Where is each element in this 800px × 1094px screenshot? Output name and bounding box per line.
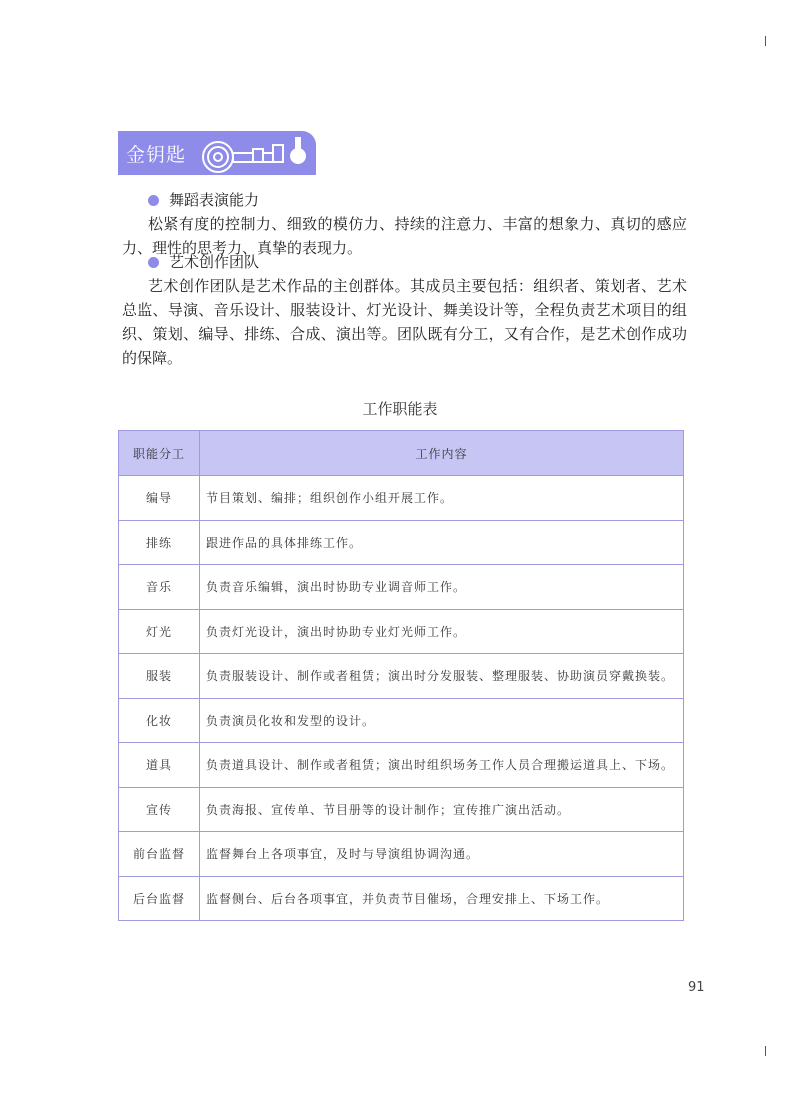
content-cell: 负责灯光设计，演出时协助专业灯光师工作。 [200,609,684,654]
duty-table [118,430,684,921]
role-cell: 前台监督 [119,832,200,877]
content-cell: 监督舞台上各项事宜，及时与导演组协调沟通。 [200,832,684,877]
header-content: 工作内容 [200,431,684,476]
section-body: 艺术创作团队是艺术作品的主创群体。其成员主要包括：组织者、策划者、艺术总监、导演、音乐设计、服装设计、灯光设计、舞美设计等，全程负责艺术项目的组织、策划、编导、排练、合成、演出等。团队既有分工，又有合作，是艺术创作成功的保障。 [122,277,687,367]
role-cell: 宣传 [119,787,200,832]
table-header-row [119,431,684,476]
content-cell: 负责服装设计、制作或者租赁；演出时分发服装、整理服装、协助演员穿戴换装。 [200,654,684,699]
role-cell: 音乐 [119,565,200,610]
content-cell: 跟进作品的具体排练工作。 [200,520,684,565]
table-row [119,609,684,654]
table-title: 工作职能表 [362,400,438,418]
content-cell: 负责道具设计、制作或者租赁；演出时组织场务工作人员合理搬运道具上、下场。 [200,743,684,788]
crop-mark-bottom [765,1046,766,1056]
table-row [119,743,684,788]
content-cell: 负责音乐编辑，演出时协助专业调音师工作。 [200,565,684,610]
table-row [119,832,684,877]
table-row [119,787,684,832]
table-row [119,520,684,565]
crop-mark-top [765,36,766,46]
table-row [119,565,684,610]
content-cell: 负责演员化妆和发型的设计。 [200,698,684,743]
content-cell: 监督侧台、后台各项事宜，并负责节目催场，合理安排上、下场工作。 [200,876,684,921]
golden-key-banner [118,131,316,175]
banner-title: 金钥匙 [126,144,187,166]
section-heading: 舞蹈表演能力 [122,188,687,212]
role-cell: 道具 [119,743,200,788]
section-heading: 艺术创作团队 [122,250,687,274]
section-body: 松紧有度的控制力、细致的模仿力、持续的注意力、丰富的想象力、真切的感应力、理性的思考力、真挚的表现力。 [122,215,687,257]
role-cell: 后台监督 [119,876,200,921]
table-row [119,654,684,699]
table-row [119,698,684,743]
role-cell: 化妆 [119,698,200,743]
page-number: 91 [688,980,705,995]
bullet-dot-icon [148,195,159,206]
role-cell: 灯光 [119,609,200,654]
header-role: 职能分工 [119,431,200,476]
content-cell: 节目策划、编排；组织创作小组开展工作。 [200,476,684,521]
role-cell: 服装 [119,654,200,699]
bullet-dot-icon [148,257,159,268]
table-row [119,876,684,921]
role-cell: 编导 [119,476,200,521]
table-row [119,476,684,521]
section-creative-team [122,250,687,370]
content-cell: 负责海报、宣传单、节目册等的设计制作；宣传推广演出活动。 [200,787,684,832]
role-cell: 排练 [119,520,200,565]
key-icon [196,131,316,175]
